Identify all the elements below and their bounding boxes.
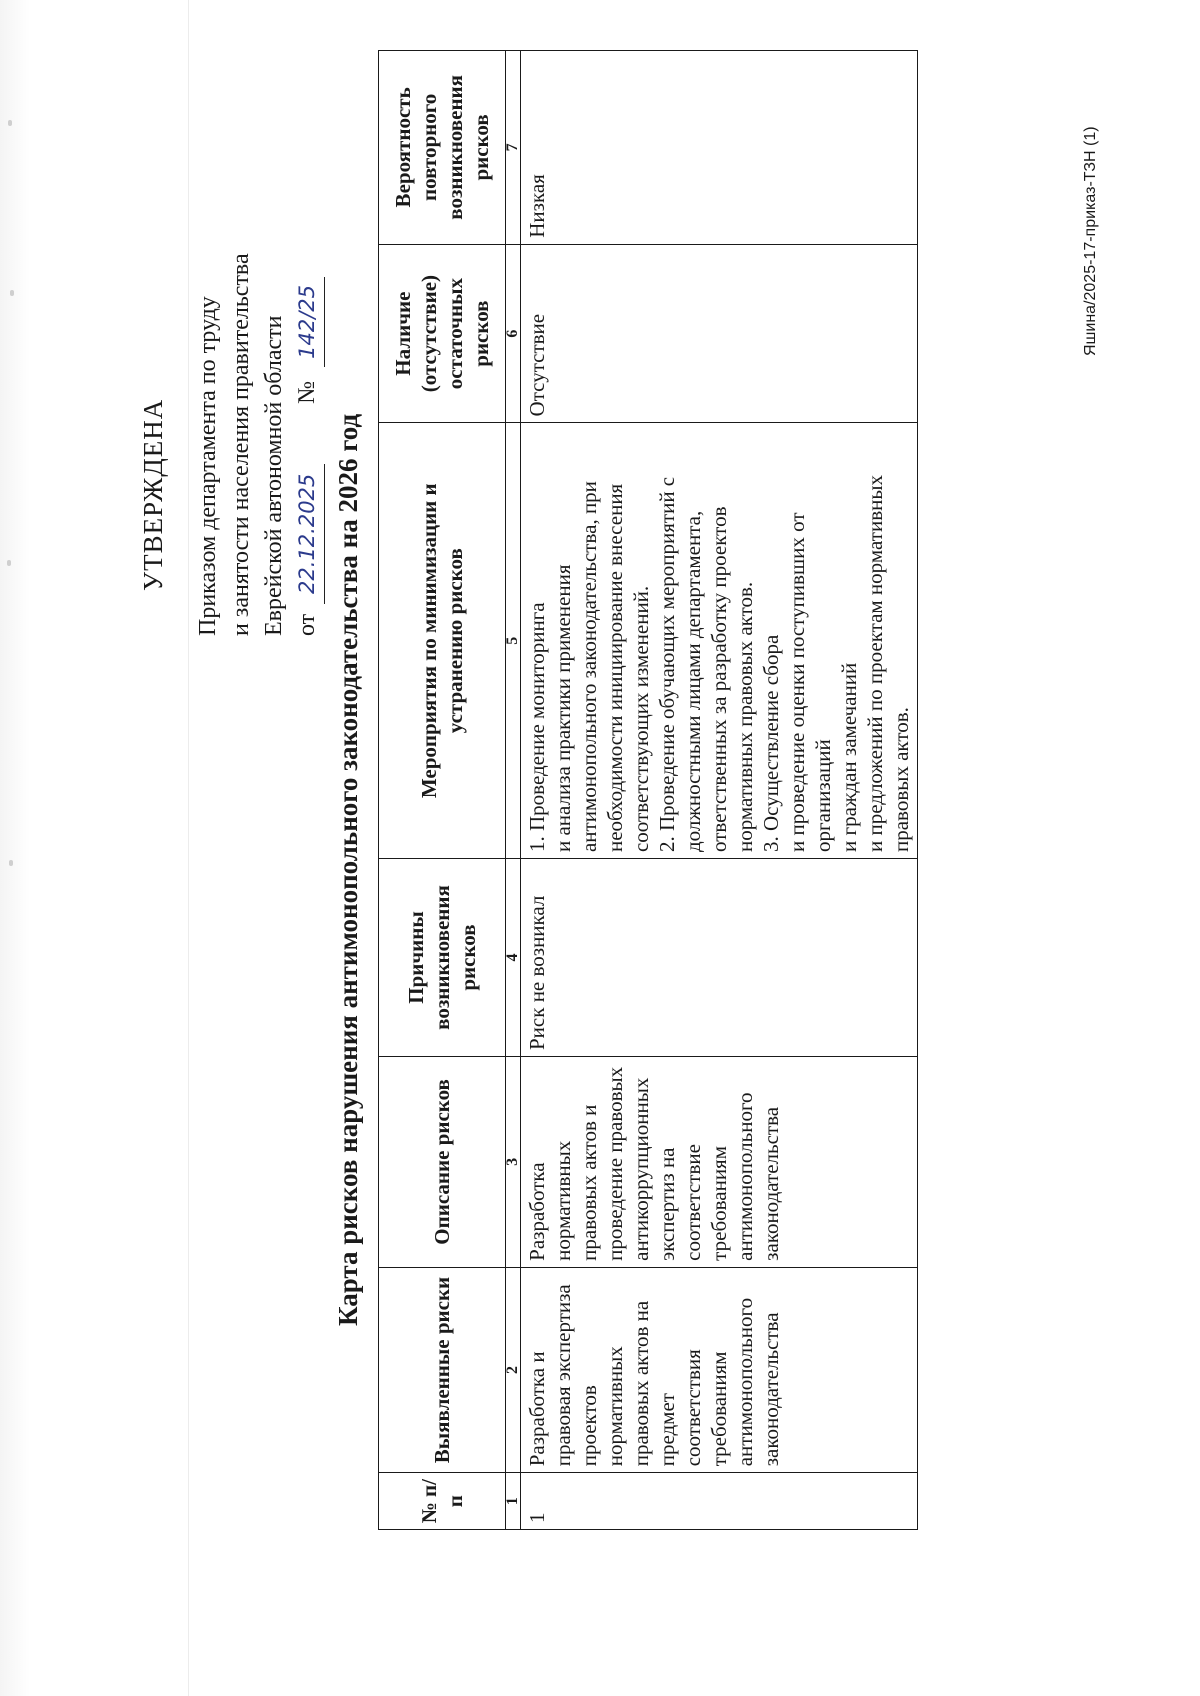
column-number: 1 xyxy=(506,1473,521,1530)
column-number: 4 xyxy=(506,859,521,1057)
column-number: 2 xyxy=(506,1267,521,1472)
order-reference xyxy=(192,253,325,636)
row-number: 1 xyxy=(521,1473,918,1530)
column-number: 5 xyxy=(506,423,521,859)
document-title: Карта рисков нарушения антимонопольного законодательства на 2026 год xyxy=(333,413,363,1326)
column-header-residual: Наличие (отсутствие) остаточных рисков xyxy=(379,244,506,423)
table-row xyxy=(521,51,918,1530)
recurrence-probability: Низкая xyxy=(521,51,918,245)
residual-risks: Отсутствие xyxy=(521,244,918,423)
mitigation-measures: 1. Проведение мониторинга и анализа практики применения антимонопольного законодательства, при необходимости инициирование внесения соответствующих изменений. 2. Проведение обучающих мероприятий с должностными лицами департамента, ответственных за разработку проектов нормативных правовых актов. 3. Осуществление сбора и проведение оценки поступивших от организаций и граждан замечаний и предложений по проектам нормативных правовых актов. xyxy=(521,423,918,859)
column-number-row xyxy=(506,51,521,1530)
column-header-number: № п/п xyxy=(379,1473,506,1530)
column-header-measures: Мероприятия по минимизации и устранению рисков xyxy=(379,423,506,859)
column-header-probability: Вероятность повторного возникновения рисков xyxy=(379,51,506,245)
column-number: 3 xyxy=(506,1057,521,1268)
order-date: 22.12.2025 xyxy=(291,464,325,604)
risk-map-table xyxy=(378,50,918,1530)
risk-causes: Риск не возникал xyxy=(521,859,918,1057)
identified-risk: Разработка и правовая экспертиза проектов нормативных правовых актов на предмет соответствия требованиям антимонопольного законодательства xyxy=(521,1267,918,1472)
number-prefix: № xyxy=(294,380,320,404)
approval-stamp-title: УТВЕРЖДЕНА xyxy=(138,398,168,591)
column-header-description: Описание рисков xyxy=(379,1057,506,1268)
order-line: Еврейской автономной области xyxy=(261,315,287,636)
document-reference-footer: Яшина/2025-17-приказ-ТЗН (1) xyxy=(1082,126,1099,356)
order-number: 142/25 xyxy=(291,277,325,367)
table-header-row xyxy=(379,51,506,1530)
column-number: 6 xyxy=(506,244,521,423)
order-line: и занятости населения правительства xyxy=(228,253,254,636)
date-prefix: от xyxy=(294,613,320,636)
column-number: 7 xyxy=(506,51,521,245)
column-header-causes: Причины возникновения рисков xyxy=(379,859,506,1057)
risk-description: Разработка нормативных правовых актов и проведение правовых антикоррупционных экспертиз на соответствие требованиям антимонопольного законодательства xyxy=(521,1057,918,1268)
order-line: Приказом департамента по труду xyxy=(195,296,221,636)
order-date-number-line xyxy=(291,253,325,636)
column-header-risks: Выявленные риски xyxy=(379,1267,506,1472)
